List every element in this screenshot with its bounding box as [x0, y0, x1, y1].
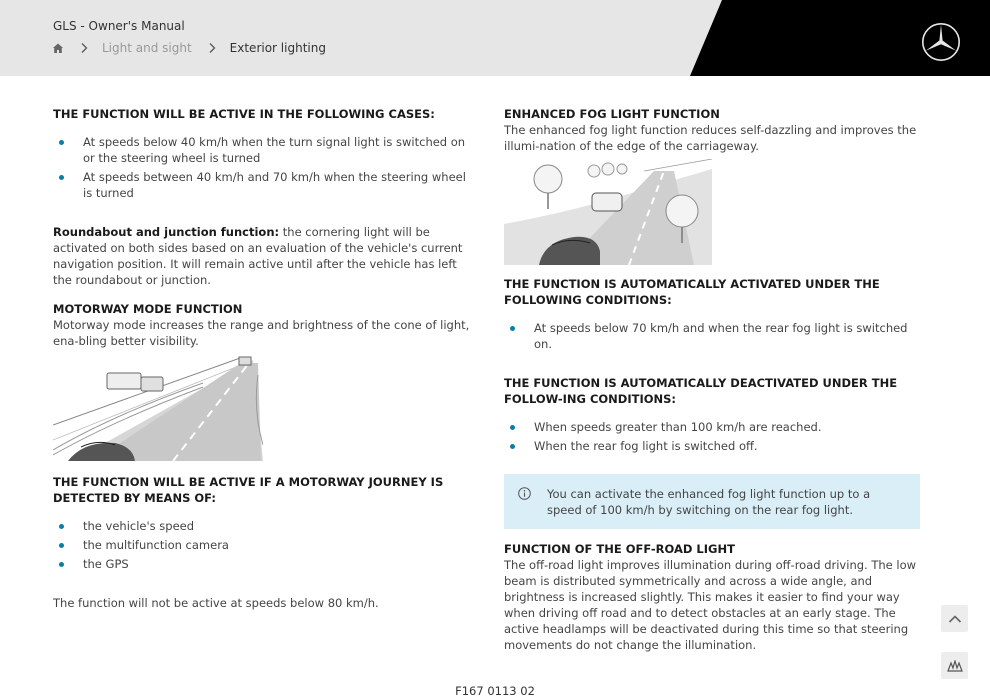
list-item: the GPS	[53, 556, 473, 572]
paragraph-motorway: Motorway mode increases the range and brightness of the cone of light, ena-bling better visibility.	[53, 318, 470, 348]
info-box	[504, 474, 920, 529]
section-heading-activation: THE FUNCTION IS AUTOMATICALLY ACTIVATED UNDER THE FOLLOWING CONDITIONS:	[504, 277, 880, 307]
chevron-right-icon	[80, 42, 88, 54]
motorway-mode-illustration	[53, 355, 263, 461]
paragraph-speed-note: The function will not be active at speeds below 80 km/h.	[53, 596, 379, 610]
list-item: the vehicle's speed	[53, 518, 473, 534]
paragraph-roundabout	[53, 224, 473, 288]
bookmark-button[interactable]	[941, 652, 968, 679]
list-item: At speeds between 40 km/h and 70 km/h when the steering wheel is turned	[53, 169, 473, 201]
paragraph-off-road: The off-road light improves illumination during off-road driving. The low beam is distributed symmetrically and across a wide angle, and brightness is increased slightly. This makes it easier to find your way when driving off road and to detect obstacles at an early stage. The active headlamps will be deactivated during this time so that steering movements do not change the illumination.	[504, 558, 917, 652]
list-item: At speeds below 70 km/h and when the rear fog light is switched on.	[504, 320, 920, 352]
roundabout-text: the cornering light will be activated on both sides based on an evaluation of the vehicle's current navigation position. It will remain active until after the vehicle has left the roundabout or junction.	[53, 225, 463, 287]
section-heading-motorway-detection: THE FUNCTION WILL BE ACTIVE IF A MOTORWAY JOURNEY IS DETECTED BY MEANS OF:	[53, 475, 444, 505]
section-heading-off-road: FUNCTION OF THE OFF-ROAD LIGHT	[504, 542, 735, 556]
figure-code: F167 0113 02	[455, 684, 535, 698]
breadcrumb-current: Exterior lighting	[229, 41, 326, 55]
info-text: You can activate the enhanced fog light function up to a speed of 100 km/h by switching on the rear fog light.	[547, 487, 871, 517]
list-item: At speeds below 40 km/h when the turn signal light is switched on or the steering wheel is turned	[53, 134, 473, 166]
section-heading-motorway: MOTORWAY MODE FUNCTION	[53, 302, 243, 316]
chevron-up-icon	[948, 614, 962, 624]
page-header	[0, 0, 990, 76]
bullet-list-activation	[504, 320, 920, 352]
roundabout-lead: Roundabout and junction function:	[53, 225, 280, 239]
fog-light-illustration	[504, 159, 712, 265]
bookmark-icon	[947, 660, 963, 672]
mercedes-star-logo	[921, 22, 961, 62]
section-heading-fog-light: ENHANCED FOG LIGHT FUNCTION	[504, 107, 720, 121]
breadcrumb-link-light-and-sight[interactable]: Light and sight	[102, 41, 192, 55]
bullet-list-detection	[53, 518, 473, 572]
list-item: When speeds greater than 100 km/h are reached.	[504, 419, 920, 435]
list-item: the multifunction camera	[53, 537, 473, 553]
section-heading-deactivation: THE FUNCTION IS AUTOMATICALLY DEACTIVATED UNDER THE FOLLOW-ING CONDITIONS:	[504, 376, 898, 406]
chevron-right-icon	[208, 42, 216, 54]
section-heading-active-cases: THE FUNCTION WILL BE ACTIVE IN THE FOLLOWING CASES:	[53, 107, 435, 121]
left-column	[53, 106, 473, 611]
right-column	[504, 106, 920, 653]
app-title: GLS - Owner's Manual	[53, 19, 185, 33]
scroll-to-top-button[interactable]	[941, 605, 968, 632]
paragraph-fog-light: The enhanced fog light function reduces self-dazzling and improves the illumi-nation of the edge of the carriageway.	[504, 123, 917, 153]
info-icon	[518, 487, 531, 500]
breadcrumb	[52, 41, 326, 55]
list-item: When the rear fog light is switched off.	[504, 438, 920, 454]
bullet-list-active-cases	[53, 134, 473, 201]
home-icon[interactable]	[52, 42, 64, 54]
bullet-list-deactivation	[504, 419, 920, 454]
